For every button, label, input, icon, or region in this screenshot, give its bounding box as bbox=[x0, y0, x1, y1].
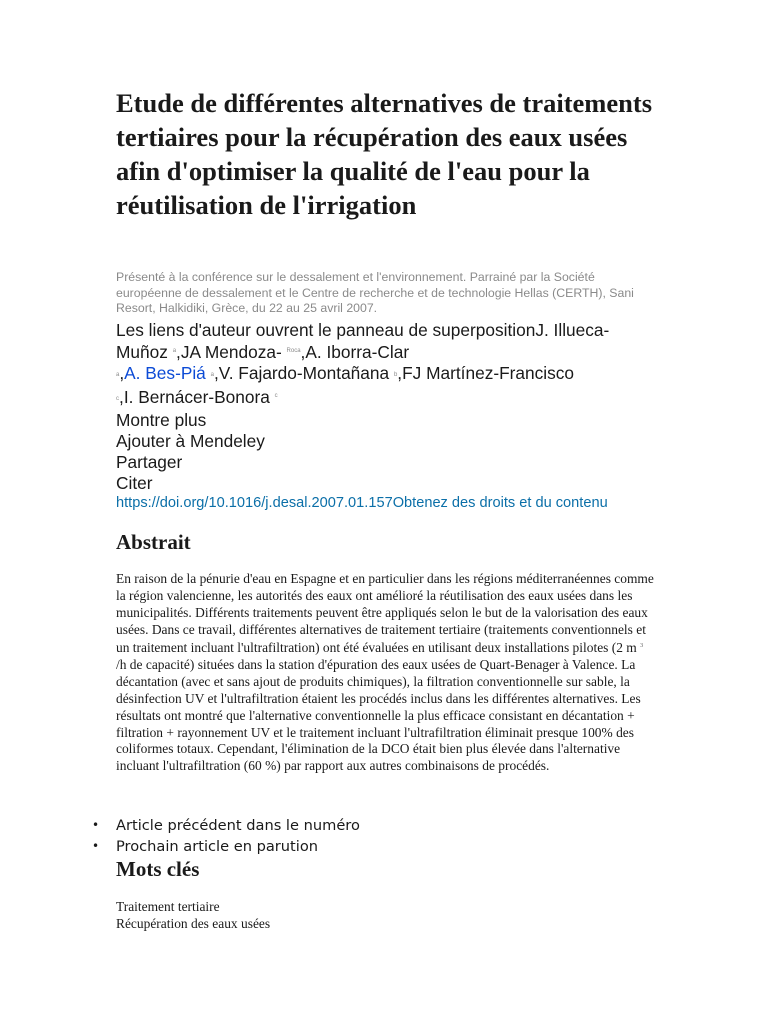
next-article-link[interactable]: Prochain article en parution bbox=[116, 838, 319, 855]
list-item[interactable]: • Article précédent dans le numéro bbox=[92, 817, 360, 834]
previous-article-link[interactable]: Article précédent dans le numéro bbox=[116, 817, 360, 834]
doi-link[interactable]: https://doi.org/10.1016/j.desal.2007.01.157 bbox=[116, 495, 393, 511]
author-link[interactable]: V. Fajardo-Montañana bbox=[218, 363, 390, 383]
keyword-item[interactable]: Récupération des eaux usées bbox=[116, 915, 271, 931]
keywords-list bbox=[116, 899, 270, 932]
author-link[interactable]: FJ Martínez-Francisco bbox=[402, 363, 574, 383]
rights-link[interactable]: Obtenez des droits et du contenu bbox=[392, 495, 608, 511]
affiliation-mark: c bbox=[116, 396, 119, 402]
abstract-text: En raison de la pénurie d'eau en Espagne et en particulier dans les régions méditerranéennes comme la région valencienne, les autorités des eaux ont amélioré la réutilisation des eaux usées dans les municipalités. Différents traitements peuvent être appliqués selon le but de la valorisation des eaux usées. Dans ce travail, différentes alternatives de traitement tertiaire (traitements conventionnels et un traitement incluant l'ultrafiltration) ont été évaluées en utilisant deux installations pilotes (2 m $^3$ /h de capacité) situées dans la station d'épuration des eaux usées de Quart-Benager à Valence. La décantation (avec et sans ajout de produits chimiques), la filtration conventionnelle sur sable, la désinfection UV et l'ultrafiltration étaient les procédés inclus dans les différentes alternatives. Les résultats ont montré que l'alternative conventionnelle la plus efficace consistant en décantation + filtration + rayonnement UV et le traitement incluant l'ultrafiltration éliminait presque 100% des coliformes totaux. Cependant, l'élimination de la DCO était bien plus élevée dans l'alternative incluant l'ultrafiltration (60 %) par rapport aux autres combinaisons de procédés. bbox=[116, 571, 654, 774]
add-to-mendeley-link[interactable]: Ajouter à Mendeley bbox=[116, 431, 265, 451]
cite-link[interactable]: Citer bbox=[116, 473, 153, 493]
author-link[interactable]: J. Illueca-Muñoz bbox=[116, 320, 610, 362]
abstract-heading: Abstrait bbox=[116, 530, 191, 554]
author-link[interactable]: A. Iborra-Clar bbox=[305, 342, 410, 362]
show-more-link[interactable]: Montre plus bbox=[116, 410, 207, 430]
keyword-item[interactable]: Traitement tertiaire bbox=[116, 899, 220, 914]
affiliation-mark: a bbox=[210, 372, 214, 378]
doi-row bbox=[116, 494, 676, 512]
conference-note: Présenté à la conférence sur le dessalement et l'environnement. Parrainé par la Société européenne de dessalement et le Centre de recherche et de technologie Hellas (CERTH), Sani Resort, Halkidiki, Grèce, du 22 au 25 avril 2007. bbox=[116, 270, 634, 315]
author-link[interactable]: I. Bernácer-Bonora bbox=[123, 387, 270, 407]
affiliation-mark: c bbox=[274, 393, 278, 399]
superscript-3: 3 bbox=[640, 643, 644, 650]
affiliation-mark: a bbox=[116, 372, 120, 378]
share-link[interactable]: Partager bbox=[116, 452, 183, 472]
article-nav-list bbox=[90, 815, 360, 857]
authors-intro: Les liens d'auteur ouvrent le panneau de superposition bbox=[116, 320, 536, 340]
affiliation-mark: a bbox=[172, 348, 177, 354]
affiliation-mark: b bbox=[393, 372, 398, 378]
list-item[interactable]: • Prochain article en parution bbox=[92, 838, 319, 855]
article-title: Etude de différentes alternatives de traitements tertiaires pour la récupération des eaux usées afin d'optimiser la qualité de l'eau pour la réutilisation de l'irrigation bbox=[116, 88, 653, 220]
affiliation-mark: Roca bbox=[286, 348, 301, 354]
authors-block: Les liens d'auteur ouvrent le panneau de superpositionJ. Illueca-Muñoz $^a$,JA Mendoza- $^{Roca}$,A. Iborra-Clar $_a$,A. Bes-Piá $_a$,V. Fajardo-Montañana $_b$,FJ Martínez-Francisco $_c$,I. Bernácer-Bonora $^c$ Montre plus Ajouter à Mendeley Partager Citer bbox=[116, 320, 610, 493]
author-link[interactable]: JA Mendoza- bbox=[180, 342, 282, 362]
keywords-heading: Mots clés bbox=[116, 857, 200, 881]
author-link[interactable]: A. Bes-Piá bbox=[124, 363, 206, 383]
